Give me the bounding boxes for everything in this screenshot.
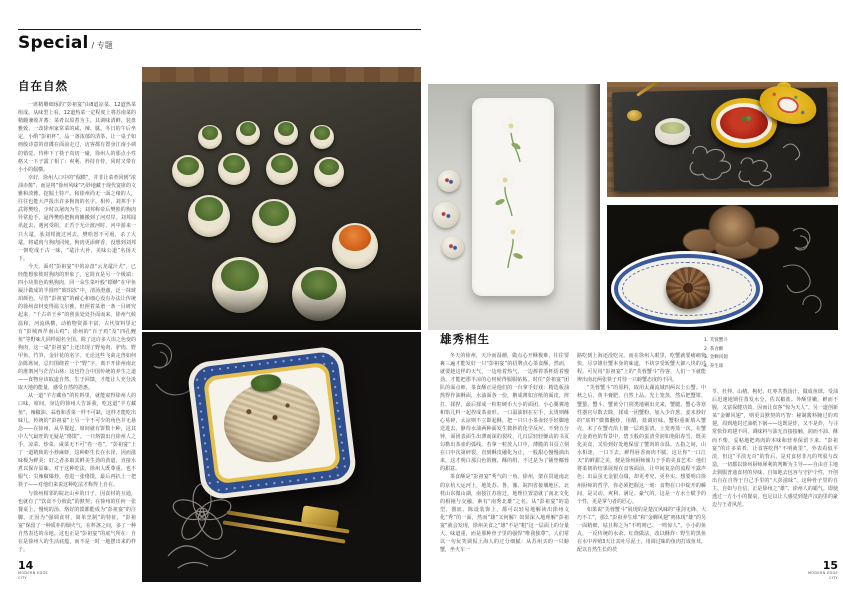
porcelain-trinket — [438, 170, 460, 192]
photo-tea-set — [607, 82, 838, 197]
photo-caption: 3. 金蝉风翅 — [704, 355, 728, 361]
photo-caption: 4. 养生球 — [704, 363, 724, 369]
wood-table-edge — [142, 67, 421, 82]
magazine-edition: CITY — [829, 575, 838, 580]
canape — [266, 153, 298, 185]
magazine-name: MODERN EDGE — [18, 571, 48, 575]
porcelain-trinket — [433, 202, 459, 228]
white-flower — [498, 222, 528, 270]
photo-pastry-plate — [607, 205, 838, 330]
canape — [314, 157, 344, 187]
photo-flower-plate — [428, 84, 600, 330]
canape — [198, 125, 222, 149]
photo-caption: 1. 芙蓉蟹斗 — [704, 338, 728, 343]
section-subtitle: / 专题 — [91, 41, 113, 50]
photo-caption-list — [704, 337, 794, 371]
photo-canape-platter — [142, 67, 421, 330]
header-rule — [18, 29, 421, 30]
footer-left — [18, 560, 48, 580]
paragraph: 路吃到上海还没吃完。而在徐州人眼里，吃蟹就要痛痛快快，尽享雄壮蟹本身的味道，不妨享受斩蟹大卸八块的过程。可见用“彭祖宴”上的“芙蓉蟹斗”待客，人们一下就能辨出南北两张筷子对待一只螃蟹态度的不同。 — [577, 353, 706, 384]
page-number: 15 — [822, 559, 838, 572]
canape — [172, 155, 204, 187]
paragraph: 冬天的徐州，天冷而湿潮，做点心开酥极难，往往要裹三遍才能发好一只“彭祖宴”的招牌点心茶食酥。然而，就要趁这样的天气，一边哈着热气，一边捧着茶杯焐着慢劲，才能把那半凉的心伺候得服服帖帖。时任“彭祖宴”团队的面点师，茶食酥正是他们的一台拿手好戏：精选板油熬得作油酥面，水油面各一份，擀成薄如宣纸的面皮，摔打、揉捏，最后揉成一粒粒硬币大小的面团，小心翼翼地和馅儿料一起捏成茶壶形。一口温油倒在左手，太烫则酥心易碎，太凉则不立即起酥，把一只只小茶壶轻手轻脚地送进去，静待水油两种面发生微妙的化学反应。不到五分钟，面团表面生出薄而深的裂纹，几百层轻轻颤动的书页勾勒出茶壶的弧线。若拿一粒放入口中，薄脆的书页立刻在口中次第碎裂，直到酥皮融化为止，一股甜心慢慢淌出来，这才明白那白色的缠、酥的绢，不过是为了铺垫椰蓉的甜意。 — [440, 353, 569, 473]
magazine-name: MODERN EDGE — [808, 571, 838, 575]
section-title: Special — [18, 33, 89, 53]
right-article-column-3 — [712, 388, 838, 558]
canape-roe — [332, 223, 378, 269]
paragraph: 从一道“羊方藏鱼”的佐料里，就能窥得徐州人的口味。席间，身边的徐州人告诉我，吃这道“羊方藏鱼”，辣椒油、蒜蓉和香菜一样不可缺，这样才能吃出味儿。传统的“彭祖宴”上另一个不可少的角色并无悬念——在徐州，从早餐起，席间就有饼数十种，这其中人气最旺的无疑是“烙馍”。一只烙馍出自徐州人之手，凉菜、炒菜、咸菜无不可“卷一卷”。“彭祖宴”上了一道精致的小炒麻虾，这种虾生长在水泽，因而滋味极为鲜美；好之者多取其鲜美生劲的劲道，直接水煮以保存原味。对于这种吃法，徐州人既尊重、也不服气：尖辣椒爆炒，卷进一张烙馍，最后再扒上一把筷子——对他们来说这种吃法才称得上自在。 — [18, 393, 136, 489]
paragraph: 茶食酥是“彭祖宴”秀气的一角。徐州，架在贯通南北的京杭大运河上，地处苏、鲁、豫、皖四省接壤地区，北枕山东微山湖，南接江苏宿迁，地理位置造就了南北文化的相撞与交融，素有“南秀北雄”之名。从“彭祖宴”的造型、器皿、陈设装饰上，都可以轻易地解读出徐州文化“秀”的一面，然而“雄”又何解？如果深入地理解“彭祖宴”就会发现，徐州美食之“雄”不是“粗”这一层面上的分量大、味道重，而是那种骨子里的强悍“唯我独尊”。人们常以一句玩笑调侃上海人的过分细腻：从苏州买的一只螃蟹，坐火车一 — [440, 474, 569, 554]
photo-vignette — [142, 288, 421, 330]
article-heading-right: 雄秀相生 — [440, 332, 490, 346]
canape — [310, 125, 334, 149]
canape — [252, 199, 296, 243]
right-article-column-2 — [577, 352, 706, 582]
canape — [236, 121, 260, 145]
carved-pastry — [666, 267, 710, 309]
paragraph: 苓、杜仲、山楂、枸杞、红枣共熬汤汁，做成鱼球，受油后迅速地锁住蒸发水分，佐以椒盐。外酥里嫩，鲜而不腥，又富保健功效，因而让食客“惊为天人”。另一道创新菜“金蝉风翅”，则更具默契的巧智：秘制酱料腌过的鸡翅，周到地封过油纸下锅——这既是炸，又不是炸，与寻常快炸鸡翅不同，调味料与油无直接接触，润而不油、酥而不柴，妥帖地把鸡肉的本味和营养保留下来。“彭祖宴”的许多菜肴，让食客吃得“不明就里”，外表看似平淡，但这“平淡无奇”的背后，是对食材非凡的驾驭与改造，一切都以徐州厨师犀利的判断为主导——自由自主地去驯服普通食材的异味，自如地去包容与守护个性，开创出自在自得于自己手里的“大彭滋味”。这种骨子里的自主、自如与自信，正是徐州之“雄”、徐州人的霸气。即使透过一方小小的餐桌，也足以让人感觉到楚声汉韵里的豪迈与王者风范。 — [712, 389, 838, 509]
page-number: 14 — [18, 559, 34, 572]
white-flower — [490, 170, 520, 218]
footer-right — [750, 560, 838, 580]
section-header — [18, 33, 113, 53]
magazine-edition: CITY — [18, 575, 27, 580]
red-soup — [720, 107, 768, 139]
photo-crab-plate — [142, 332, 421, 582]
paragraph: 幸好，徐州人口中的“倔横”，并非让菜肴回到“浓油赤酱”，而是将“徐州风味”巧妙地藏于现代宴席的文雅和淡雅、挖掘土特产。和徐州尚无一面之缘的人，往往也能大声报出许多狗肉的名字。相传，刘邦手下武将樊哙，少时以屠肉为生；刘邦称帝后樊哙的狗肉异常抢手，逼得樊哙把狗肉摊搬到了河对岸。刘邦闻讯赶去，遇河受阻，正苦于无计渡河时，河中游来一只大鼋，驮刘邦渡过河去。樊哙怒不可遏，杀了大鼋，将鼋肉与狗肉同炖，狗肉更添鲜香，没想到刘邦一朝吃成千古一味，“鼋汁大补、美味公道”名扬天下。 — [18, 174, 136, 262]
porcelain-plate — [611, 251, 763, 327]
left-article-column — [18, 78, 136, 558]
paragraph: 与徐州相邻的皖北山乡的日子，因食材的互通，也就有了“饮食不分彼此”的默契；在徐州的任何一张餐桌上，慢炖的汤、烙好的馍都能成为“彭祖宴”的注脚。正因为“强调食材，简单烹制”的特征，“彭祖宴”保留了一种质朴的烟火气，在杯盏之间，多了一种自然表达的余地。这也正是“彭祖宴”的底气所在：自在是徐州人的生活底蕴，而不是一时一地摆出来的样子。 — [18, 490, 136, 554]
paragraph: “芙蓉蟹斗”的原料，取用太湖流域四两以上公蟹。中秋之后，黄丰膏肥，自然上品。先上笼蒸，然后把蟹钳、蟹螯、蟹斗、蟹黄分门别类地剔出壳来，蟹腮、蟹心等寒性器官尽数去除，揉成一团蟹粉，加入少许葱、姜末炒好的“底料”微微翻炒，用醋、盐调好味。蟹粉重新填入蟹壳，末了在蟹壳沿上搪一层鸡蛋清，上笼再蒸一次。在蟹壳金黄色的背景中，碧玉般的蛋清莹润如艳阳春雪，既美化美食，又恰到好处地保留了蟹肉的余温。五指之间，山水相逢，一口下去，鲜得唇香而肉不腻。这让你“一口江天”的鲜甜之美，便是徐州厨师倾力于手的美食艺术：他们将柔韧的结果展现在食客面前，让中间复杂的流程不露声色；出品虽无金银点缀，却更考究、更朴实。想要明白徐州厨师的哲学，你必须把握这一刻：食物在口中绽开的瞬间，是灵动、爽利、满足、豪气的。这是一方水土赋予的个性，更是掌勺者的匠心。 — [577, 385, 706, 505]
paragraph: 如果说“芙蓉蟹斗”展现的是楚汉风味的“重剑无锋、大巧不工”，那么“彭祖养生球”和“金蝉风翅”则体现“雄”的另一面精细，姑且称之为“不鸣则已、一鸣惊人”。小小的鱼丸，一反传统的水汆、红烧做法，改以酥炸：野生的黑鱼在水中养殖3天让其吐尽泥土，用调过味的鱼肉打成鱼茸，配以自然生长的茯 — [577, 506, 706, 554]
photo-edge-shadow — [584, 84, 600, 330]
photo-caption: 2. 茶食酥 — [704, 346, 724, 352]
canape — [274, 121, 298, 145]
porcelain-trinket — [442, 236, 464, 258]
chalk-swirl-art — [773, 219, 835, 327]
canape — [218, 153, 250, 185]
gold-spoon — [627, 110, 642, 121]
paragraph: 一席精雕细琢的“彭祖宴”由8道凉菜、12道热菜组成。从味型上看，12道热菜一定程度上将苏南菜的精髓兼收并蓄：菜肴以原煮为主，其调味清鲜、装盘雅致，一改徐州家常菜的咸、辣、腻。冬日的午后坐定，小酌“彭祖杯”，品一盏浓郁的清茶，让一桌子如画般诗意的盘碟在面前走过，访客都有置身江南小调的错觉。待伸下了筷子真切一碰，徐州人的那点小性格又一下子露了相了：爽利、矜持自恃，同时又带有小小的倔横。 — [18, 102, 136, 173]
paragraph: 今天，面对“彭祖宴”中的凉盘“云龙鼋汁犬”，已经能想象彼时狗肉的形象了，它简直是另一个极端：四小块墨色的熟狗肉，同一朵生菜叶般“缥缈”在甲鱼凝汁做成的半圆形“琥珀冻”中，清汤澄澈，泛一抹琥珀颜色。尽管“彭祖宴”的耐心和细心没有办法让传统的徐州食材变得温文尔雅，但照着菜谱一条一目研究起来，“千古帝王乡”的创获处处扑面而来。徐州气候温和，河流纵横，动植物资源丰富，古代资料里记有“彭城西芹南山鸡”；徐州的“百子鸡”及“四孔鲤鱼”等野味儿同样闻名全国。除了这许多人讳之色变的狗肉，这一桌“彭祖宴”上还出现了野兔肉、驴肉、野甲鱼、竹笋、金针花的名字。无论这些飞禽走兽如何杂陈席间，总归围绕着一个“野”字，离不开徐州南北的淮泗河与茫茫山林：这也符合中国传统的养生之道——食物应该取道自然、生于回馈，才能让人充分汲取天地的能量，感受自然的恩惠。 — [18, 263, 136, 392]
right-article-column-1 — [440, 352, 569, 582]
article-heading-left: 自在自然 — [18, 79, 68, 93]
herb-leaf — [741, 116, 751, 122]
canape — [188, 195, 230, 237]
white-flower — [496, 116, 526, 164]
